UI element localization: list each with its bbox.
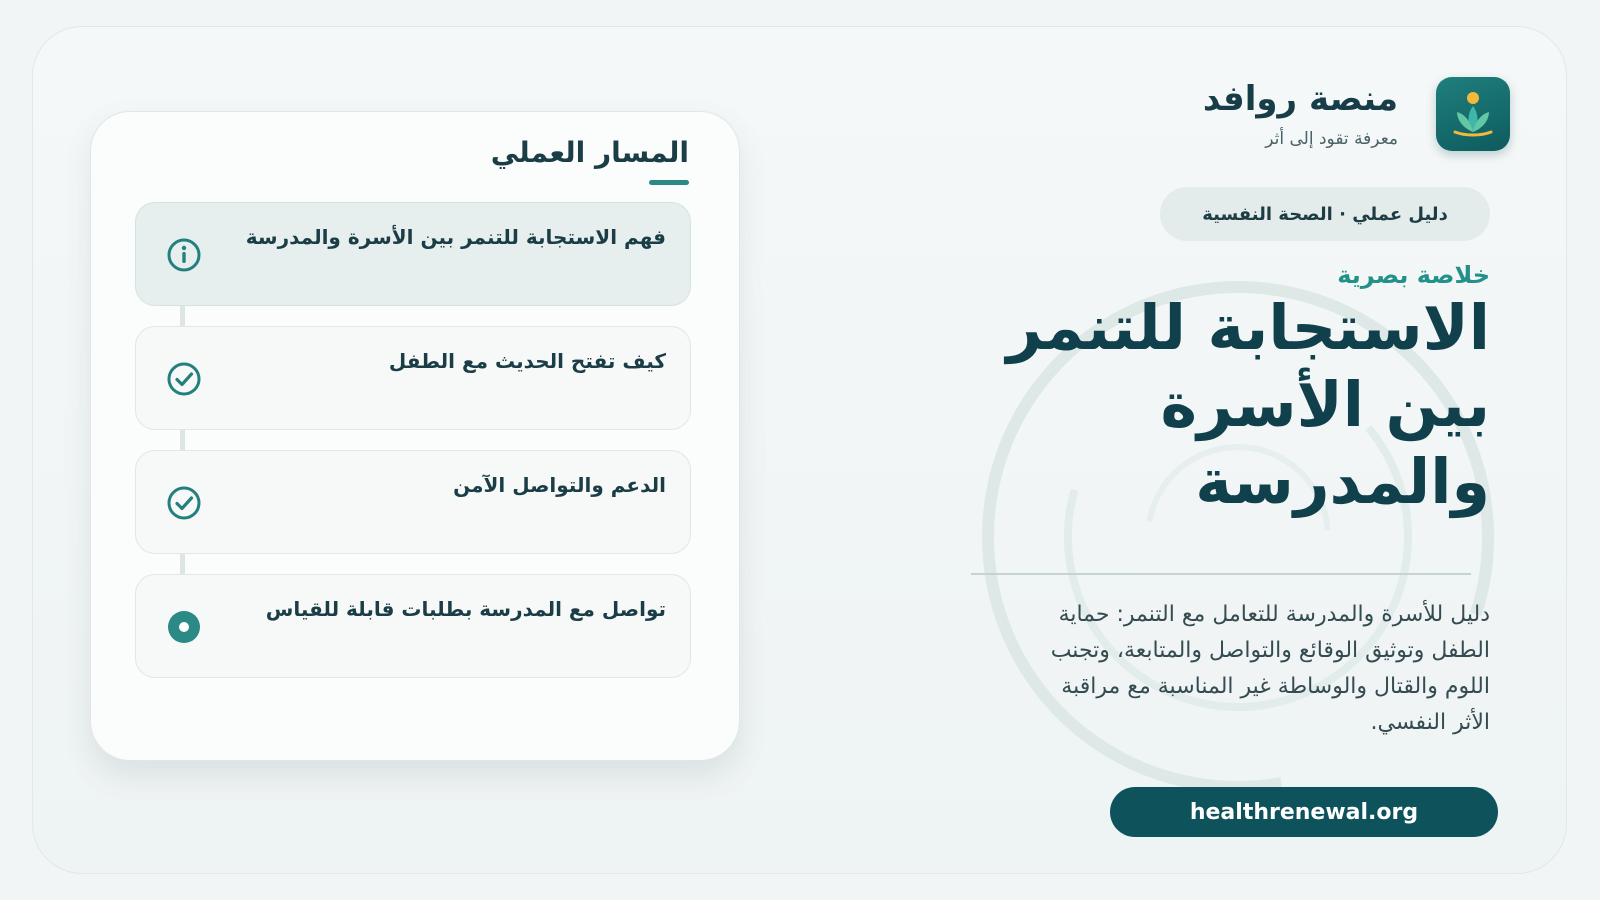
step-item[interactable] <box>135 202 691 306</box>
brand-name: منصة روافد <box>1202 79 1398 119</box>
step-label: تواصل مع المدرسة بطلبات قابلة للقياس <box>265 597 666 621</box>
step-label: كيف تفتح الحديث مع الطفل <box>388 349 666 373</box>
card-title: المسار العملي <box>490 136 689 169</box>
subtitle: خلاصة بصرية <box>1337 261 1490 289</box>
info-icon <box>166 237 202 273</box>
brand-logo <box>1436 77 1510 151</box>
step-connector <box>180 306 185 326</box>
step-item[interactable] <box>135 574 691 678</box>
practical-path-card <box>90 111 740 761</box>
step-label: فهم الاستجابة للتنمر بين الأسرة والمدرسة <box>245 225 666 249</box>
step-item[interactable] <box>135 326 691 430</box>
dot-circle-icon <box>166 609 202 645</box>
check-circle-icon <box>166 361 202 397</box>
brand-tagline: معرفة تقود إلى أثر <box>1265 129 1398 149</box>
lotus-sun-icon <box>1445 86 1501 142</box>
page-title: الاستجابة للتنمر بين الأسرة والمدرسة <box>1006 291 1490 518</box>
step-connector <box>180 430 185 450</box>
check-circle-icon <box>166 485 202 521</box>
card-title-underline <box>649 180 689 185</box>
brand-header <box>1203 77 1510 151</box>
step-connector <box>180 554 185 574</box>
description-text: دليل للأسرة والمدرسة للتعامل مع التنمر: حماية الطفل وتوثيق الوقائع والتواصل والمتابعة، وتجنب اللوم والقتال والوساطة غير المناسبة مع مراقبة الأثر النفسي. <box>1050 602 1490 735</box>
category-tag: دليل عملي · الصحة النفسية <box>1160 187 1490 241</box>
website-button[interactable]: healthrenewal.org <box>1110 787 1498 837</box>
divider <box>971 573 1471 575</box>
page-frame <box>32 26 1567 874</box>
step-label: الدعم والتواصل الآمن <box>453 473 666 497</box>
step-item[interactable] <box>135 450 691 554</box>
